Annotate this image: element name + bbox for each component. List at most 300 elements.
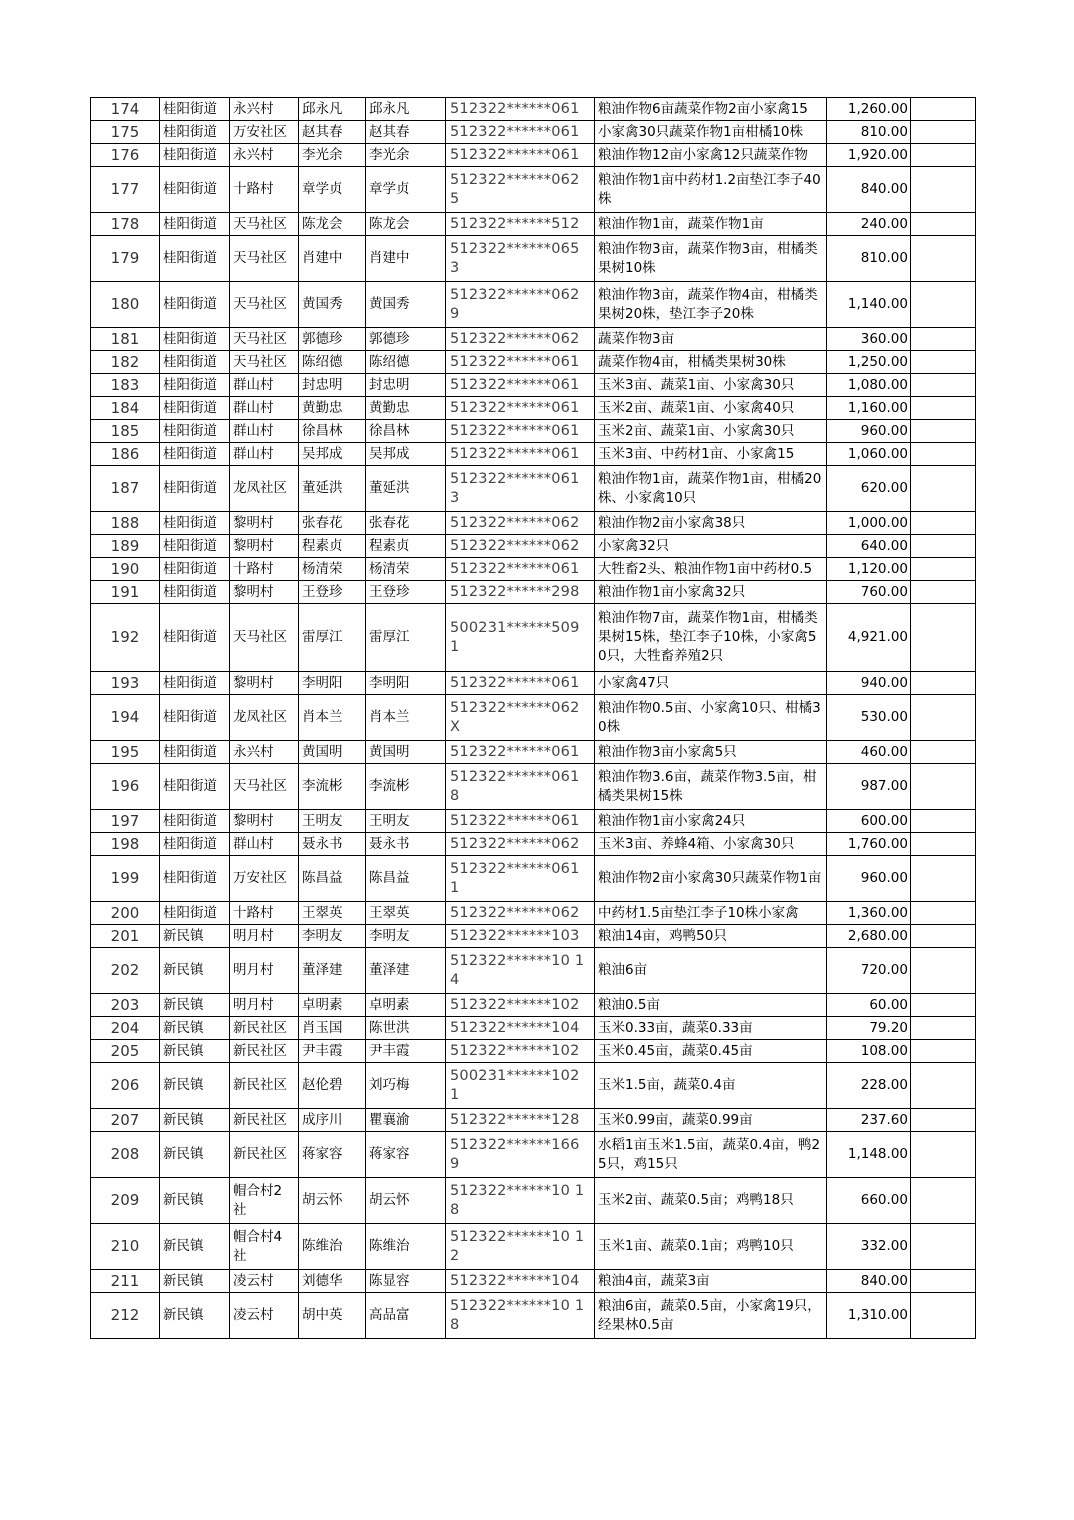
row-number: 184 [91,397,160,420]
name-cell: 王登珍 [299,581,366,604]
amount-cell: 530.00 [827,695,911,741]
remarks-cell [911,121,976,144]
village-cell: 新民社区 [230,1017,299,1040]
amount-cell: 1,140.00 [827,282,911,328]
village-cell: 新民社区 [230,1132,299,1178]
name-cell: 杨清荣 [299,558,366,581]
table-row [91,695,976,741]
table-row [91,1293,976,1339]
subsidy-table-sheet [90,97,976,1339]
table-row [91,1224,976,1270]
amount-cell: 1,920.00 [827,144,911,167]
id-number-cell: 512322******061 [446,741,595,764]
remarks-cell [911,328,976,351]
table-row [91,512,976,535]
planting-description-cell: 玉米2亩、蔬菜0.5亩；鸡鸭18只 [595,1178,827,1224]
planting-description-cell: 粮油作物1亩，蔬菜作物1亩，柑橘20株、小家禽10只 [595,466,827,512]
table-row [91,558,976,581]
row-number: 187 [91,466,160,512]
amount-cell: 1,260.00 [827,98,911,121]
planting-description-cell: 粮油作物1亩小家禽24只 [595,810,827,833]
id-number-cell: 512322******061 [446,351,595,374]
table-row [91,925,976,948]
village-cell: 群山村 [230,420,299,443]
account-holder-cell: 李明友 [366,925,446,948]
table-row [91,213,976,236]
account-holder-cell: 黄勤忠 [366,397,446,420]
id-number-cell: 512322******065 3 [446,236,595,282]
table-row [91,1270,976,1293]
table-row [91,672,976,695]
account-holder-cell: 陈维治 [366,1224,446,1270]
remarks-cell [911,925,976,948]
planting-description-cell: 玉米3亩、蔬菜1亩、小家禽30只 [595,374,827,397]
table-row [91,1040,976,1063]
row-number: 212 [91,1293,160,1339]
town-cell: 新民镇 [160,1224,230,1270]
planting-description-cell: 粮油作物3亩，蔬菜作物4亩，柑橘类果树20株，垫江李子20株 [595,282,827,328]
account-holder-cell: 董泽建 [366,948,446,994]
village-cell: 新民社区 [230,1109,299,1132]
table-body [91,98,976,1339]
amount-cell: 1,060.00 [827,443,911,466]
table-row [91,581,976,604]
row-number: 204 [91,1017,160,1040]
account-holder-cell: 陈绍德 [366,351,446,374]
amount-cell: 840.00 [827,167,911,213]
row-number: 188 [91,512,160,535]
id-number-cell: 512322******104 [446,1270,595,1293]
row-number: 192 [91,604,160,672]
name-cell: 郭德珍 [299,328,366,351]
village-cell: 天马社区 [230,282,299,328]
planting-description-cell: 粮油作物3亩小家禽5只 [595,741,827,764]
amount-cell: 1,250.00 [827,351,911,374]
table-row [91,167,976,213]
village-cell: 龙凤社区 [230,466,299,512]
name-cell: 卓明素 [299,994,366,1017]
table-row [91,374,976,397]
village-cell: 凌云村 [230,1293,299,1339]
table-row [91,604,976,672]
id-number-cell: 512322******061 [446,144,595,167]
id-number-cell: 512322******102 [446,1040,595,1063]
remarks-cell [911,397,976,420]
row-number: 181 [91,328,160,351]
account-holder-cell: 肖建中 [366,236,446,282]
row-number: 179 [91,236,160,282]
name-cell: 胡云怀 [299,1178,366,1224]
remarks-cell [911,810,976,833]
account-holder-cell: 邱永凡 [366,98,446,121]
village-cell: 天马社区 [230,236,299,282]
name-cell: 董泽建 [299,948,366,994]
name-cell: 章学贞 [299,167,366,213]
town-cell: 桂阳街道 [160,902,230,925]
table-row [91,833,976,856]
planting-description-cell: 粮油0.5亩 [595,994,827,1017]
account-holder-cell: 李流彬 [366,764,446,810]
name-cell: 胡中英 [299,1293,366,1339]
town-cell: 桂阳街道 [160,535,230,558]
town-cell: 桂阳街道 [160,443,230,466]
town-cell: 新民镇 [160,1063,230,1109]
id-number-cell: 512322******062 [446,535,595,558]
id-number-cell: 512322******10 12 [446,1224,595,1270]
planting-description-cell: 玉米0.45亩，蔬菜0.45亩 [595,1040,827,1063]
planting-description-cell: 粮油作物1亩，蔬菜作物1亩 [595,213,827,236]
name-cell: 陈龙会 [299,213,366,236]
account-holder-cell: 李明阳 [366,672,446,695]
id-number-cell: 512322******062 X [446,695,595,741]
remarks-cell [911,167,976,213]
village-cell: 明月村 [230,948,299,994]
amount-cell: 960.00 [827,856,911,902]
village-cell: 群山村 [230,397,299,420]
name-cell: 邱永凡 [299,98,366,121]
account-holder-cell: 封忠明 [366,374,446,397]
amount-cell: 228.00 [827,1063,911,1109]
village-cell: 十路村 [230,167,299,213]
village-cell: 天马社区 [230,213,299,236]
account-holder-cell: 高品富 [366,1293,446,1339]
remarks-cell [911,1017,976,1040]
account-holder-cell: 陈龙会 [366,213,446,236]
town-cell: 新民镇 [160,1017,230,1040]
id-number-cell: 512322******10 18 [446,1178,595,1224]
remarks-cell [911,1063,976,1109]
remarks-cell [911,466,976,512]
id-number-cell: 512322******10 14 [446,948,595,994]
table-row [91,535,976,558]
table-row [91,236,976,282]
amount-cell: 79.20 [827,1017,911,1040]
account-holder-cell: 陈世洪 [366,1017,446,1040]
amount-cell: 960.00 [827,420,911,443]
village-cell: 黎明村 [230,672,299,695]
account-holder-cell: 雷厚江 [366,604,446,672]
amount-cell: 840.00 [827,1270,911,1293]
planting-description-cell: 中药材1.5亩垫江李子10株小家禽 [595,902,827,925]
remarks-cell [911,512,976,535]
town-cell: 桂阳街道 [160,466,230,512]
table-row [91,856,976,902]
id-number-cell: 512322******512 [446,213,595,236]
row-number: 190 [91,558,160,581]
remarks-cell [911,351,976,374]
planting-description-cell: 玉米2亩、蔬菜1亩、小家禽40只 [595,397,827,420]
id-number-cell: 500231******509 1 [446,604,595,672]
planting-description-cell: 粮油6亩，蔬菜0.5亩，小家禽19只，经果林0.5亩 [595,1293,827,1339]
table-row [91,328,976,351]
planting-description-cell: 粮油作物3亩，蔬菜作物3亩，柑橘类果树10株 [595,236,827,282]
id-number-cell: 512322******061 [446,374,595,397]
account-holder-cell: 肖本兰 [366,695,446,741]
amount-cell: 660.00 [827,1178,911,1224]
row-number: 210 [91,1224,160,1270]
planting-description-cell: 玉米0.99亩，蔬菜0.99亩 [595,1109,827,1132]
account-holder-cell: 卓明素 [366,994,446,1017]
id-number-cell: 512322******062 [446,902,595,925]
planting-description-cell: 粮油作物12亩小家禽12只蔬菜作物 [595,144,827,167]
remarks-cell [911,1132,976,1178]
name-cell: 雷厚江 [299,604,366,672]
town-cell: 桂阳街道 [160,213,230,236]
name-cell: 尹丰霞 [299,1040,366,1063]
table-row [91,1178,976,1224]
id-number-cell: 512322******062 [446,328,595,351]
village-cell: 永兴村 [230,741,299,764]
account-holder-cell: 蒋家容 [366,1132,446,1178]
planting-description-cell: 大牲畜2头、粮油作物1亩中药材0.5 [595,558,827,581]
planting-description-cell: 玉米2亩、蔬菜1亩、小家禽30只 [595,420,827,443]
remarks-cell [911,764,976,810]
id-number-cell: 512322******062 9 [446,282,595,328]
village-cell: 万安社区 [230,121,299,144]
town-cell: 桂阳街道 [160,810,230,833]
row-number: 176 [91,144,160,167]
village-cell: 十路村 [230,902,299,925]
row-number: 198 [91,833,160,856]
name-cell: 赵其春 [299,121,366,144]
remarks-cell [911,1109,976,1132]
village-cell: 天马社区 [230,604,299,672]
planting-description-cell: 粮油作物1亩小家禽32只 [595,581,827,604]
account-holder-cell: 张春花 [366,512,446,535]
planting-description-cell: 玉米1亩、蔬菜0.1亩；鸡鸭10只 [595,1224,827,1270]
table-row [91,1132,976,1178]
id-number-cell: 512322******061 [446,420,595,443]
account-holder-cell: 王翠英 [366,902,446,925]
village-cell: 群山村 [230,374,299,397]
table-row [91,1109,976,1132]
town-cell: 桂阳街道 [160,236,230,282]
id-number-cell: 512322******061 8 [446,764,595,810]
id-number-cell: 512322******103 [446,925,595,948]
town-cell: 新民镇 [160,1109,230,1132]
amount-cell: 720.00 [827,948,911,994]
row-number: 206 [91,1063,160,1109]
town-cell: 桂阳街道 [160,558,230,581]
amount-cell: 940.00 [827,672,911,695]
name-cell: 程素贞 [299,535,366,558]
amount-cell: 4,921.00 [827,604,911,672]
town-cell: 桂阳街道 [160,672,230,695]
subsidy-table [90,97,976,1339]
town-cell: 新民镇 [160,925,230,948]
planting-description-cell: 小家禽32只 [595,535,827,558]
table-row [91,443,976,466]
remarks-cell [911,695,976,741]
village-cell: 黎明村 [230,512,299,535]
planting-description-cell: 玉米3亩、中药材1亩、小家禽15 [595,443,827,466]
village-cell: 群山村 [230,833,299,856]
name-cell: 陈绍德 [299,351,366,374]
id-number-cell: 512322******061 [446,121,595,144]
table-row [91,98,976,121]
amount-cell: 600.00 [827,810,911,833]
account-holder-cell: 赵其春 [366,121,446,144]
name-cell: 肖玉国 [299,1017,366,1040]
name-cell: 陈昌益 [299,856,366,902]
village-cell: 天马社区 [230,764,299,810]
account-holder-cell: 郭德珍 [366,328,446,351]
remarks-cell [911,604,976,672]
town-cell: 新民镇 [160,948,230,994]
remarks-cell [911,1270,976,1293]
amount-cell: 810.00 [827,236,911,282]
table-row [91,948,976,994]
remarks-cell [911,1040,976,1063]
table-row [91,902,976,925]
table-row [91,466,976,512]
planting-description-cell: 蔬菜作物3亩 [595,328,827,351]
account-holder-cell: 尹丰霞 [366,1040,446,1063]
town-cell: 桂阳街道 [160,282,230,328]
id-number-cell: 512322******061 1 [446,856,595,902]
planting-description-cell: 粮油作物2亩小家禽38只 [595,512,827,535]
id-number-cell: 512322******061 [446,810,595,833]
planting-description-cell: 玉米0.33亩，蔬菜0.33亩 [595,1017,827,1040]
id-number-cell: 500231******102 1 [446,1063,595,1109]
remarks-cell [911,98,976,121]
row-number: 196 [91,764,160,810]
remarks-cell [911,535,976,558]
amount-cell: 1,120.00 [827,558,911,581]
name-cell: 黄勤忠 [299,397,366,420]
account-holder-cell: 王明友 [366,810,446,833]
amount-cell: 620.00 [827,466,911,512]
id-number-cell: 512322******102 [446,994,595,1017]
row-number: 207 [91,1109,160,1132]
town-cell: 桂阳街道 [160,144,230,167]
village-cell: 帽合村2社 [230,1178,299,1224]
table-row [91,994,976,1017]
remarks-cell [911,902,976,925]
account-holder-cell: 陈显容 [366,1270,446,1293]
planting-description-cell: 粮油作物1亩中药材1.2亩垫江李子40株 [595,167,827,213]
planting-description-cell: 粮油作物0.5亩、小家禽10只、柑橘30株 [595,695,827,741]
town-cell: 桂阳街道 [160,420,230,443]
amount-cell: 332.00 [827,1224,911,1270]
name-cell: 刘德华 [299,1270,366,1293]
account-holder-cell: 黄国秀 [366,282,446,328]
id-number-cell: 512322******061 3 [446,466,595,512]
row-number: 197 [91,810,160,833]
id-number-cell: 512322******061 [446,672,595,695]
name-cell: 董延洪 [299,466,366,512]
remarks-cell [911,282,976,328]
row-number: 174 [91,98,160,121]
account-holder-cell: 李光余 [366,144,446,167]
row-number: 203 [91,994,160,1017]
amount-cell: 360.00 [827,328,911,351]
row-number: 180 [91,282,160,328]
planting-description-cell: 蔬菜作物4亩，柑橘类果树30株 [595,351,827,374]
id-number-cell: 512322******128 [446,1109,595,1132]
id-number-cell: 512322******104 [446,1017,595,1040]
remarks-cell [911,236,976,282]
town-cell: 桂阳街道 [160,856,230,902]
id-number-cell: 512322******062 [446,833,595,856]
town-cell: 新民镇 [160,1040,230,1063]
town-cell: 桂阳街道 [160,512,230,535]
remarks-cell [911,443,976,466]
account-holder-cell: 王登珍 [366,581,446,604]
amount-cell: 1,310.00 [827,1293,911,1339]
remarks-cell [911,1224,976,1270]
name-cell: 李流彬 [299,764,366,810]
row-number: 178 [91,213,160,236]
amount-cell: 1,000.00 [827,512,911,535]
table-row [91,1017,976,1040]
town-cell: 新民镇 [160,994,230,1017]
amount-cell: 1,160.00 [827,397,911,420]
name-cell: 蒋家容 [299,1132,366,1178]
row-number: 177 [91,167,160,213]
account-holder-cell: 董延洪 [366,466,446,512]
account-holder-cell: 程素贞 [366,535,446,558]
planting-description-cell: 粮油6亩 [595,948,827,994]
row-number: 205 [91,1040,160,1063]
remarks-cell [911,994,976,1017]
planting-description-cell: 粮油作物2亩小家禽30只蔬菜作物1亩 [595,856,827,902]
remarks-cell [911,213,976,236]
amount-cell: 640.00 [827,535,911,558]
row-number: 199 [91,856,160,902]
town-cell: 桂阳街道 [160,604,230,672]
village-cell: 永兴村 [230,144,299,167]
town-cell: 桂阳街道 [160,328,230,351]
account-holder-cell: 瞿襄渝 [366,1109,446,1132]
table-row [91,420,976,443]
name-cell: 李明阳 [299,672,366,695]
amount-cell: 1,360.00 [827,902,911,925]
planting-description-cell: 粮油作物6亩蔬菜作物2亩小家禽15 [595,98,827,121]
name-cell: 黄国秀 [299,282,366,328]
town-cell: 新民镇 [160,1293,230,1339]
amount-cell: 1,080.00 [827,374,911,397]
village-cell: 十路村 [230,558,299,581]
village-cell: 明月村 [230,925,299,948]
name-cell: 李明友 [299,925,366,948]
row-number: 209 [91,1178,160,1224]
town-cell: 新民镇 [160,1270,230,1293]
amount-cell: 60.00 [827,994,911,1017]
name-cell: 肖建中 [299,236,366,282]
village-cell: 黎明村 [230,535,299,558]
remarks-cell [911,1293,976,1339]
id-number-cell: 512322******166 9 [446,1132,595,1178]
town-cell: 桂阳街道 [160,741,230,764]
remarks-cell [911,581,976,604]
village-cell: 黎明村 [230,810,299,833]
town-cell: 新民镇 [160,1178,230,1224]
row-number: 194 [91,695,160,741]
town-cell: 桂阳街道 [160,397,230,420]
account-holder-cell: 杨清荣 [366,558,446,581]
town-cell: 新民镇 [160,1132,230,1178]
row-number: 182 [91,351,160,374]
town-cell: 桂阳街道 [160,581,230,604]
table-row [91,397,976,420]
planting-description-cell: 粮油作物3.6亩，蔬菜作物3.5亩，柑橘类果树15株 [595,764,827,810]
town-cell: 桂阳街道 [160,121,230,144]
row-number: 208 [91,1132,160,1178]
name-cell: 聂永书 [299,833,366,856]
planting-description-cell: 水稻1亩玉米1.5亩，蔬菜0.4亩，鸭25只，鸡15只 [595,1132,827,1178]
remarks-cell [911,833,976,856]
